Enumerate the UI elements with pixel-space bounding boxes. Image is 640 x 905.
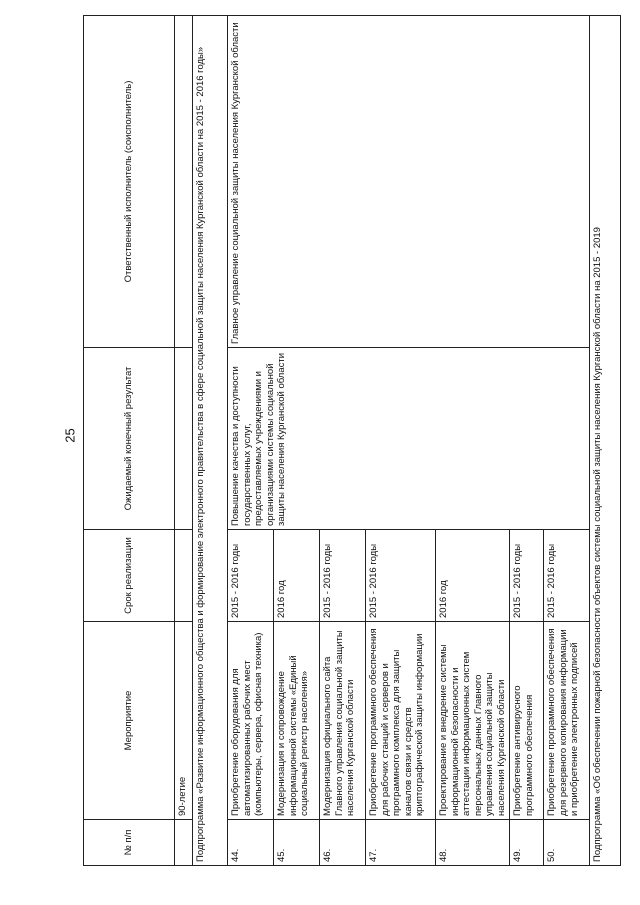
activities-table	[83, 15, 621, 866]
row-term: 2015 - 2016 годы	[228, 530, 274, 622]
header-activity: Мероприятие	[84, 622, 175, 820]
header-term: Срок реализации	[84, 530, 175, 622]
row-term: 2016 год	[436, 530, 510, 622]
continuation-row	[175, 16, 193, 866]
row-activity: Модернизация и сопровождение информационной системы «Единый социальный регистр населения»	[274, 622, 320, 820]
row-term: 2015 - 2016 годы	[320, 530, 366, 622]
row-num: 46.	[320, 820, 366, 866]
row-activity: Приобретение оборудования для автоматизированных рабочих мест (компьютеры, сервера, офисная техника)	[228, 622, 274, 820]
rotated-table-page	[83, 16, 603, 866]
row-activity: Приобретение программного обеспечения для резервного копирования информации и приобретение электронных подписей	[544, 622, 590, 820]
row-term: 2016 год	[274, 530, 320, 622]
table-row	[228, 16, 274, 866]
row-activity: Проектирование и внедрение системы информационной безопасности и аттестации информационных систем персональных данных Главного управления социальной защиты населения Курганской области	[436, 622, 510, 820]
row-num: 49.	[510, 820, 544, 866]
row-term: 2015 - 2016 годы	[366, 530, 436, 622]
section-title: Подпрограмма «Об обеспечении пожарной безопасности объектов системы социальной защиты населения Курганской области на 2015 - 2019	[590, 16, 621, 866]
header-executor: Ответственный исполнитель (соисполнитель)	[84, 16, 175, 348]
section-row	[590, 16, 621, 866]
shared-result: Повышение качества и доступности государственных услуг, предоставляемых учреждениями и организациями системы социальной защиты населения Курганской области	[228, 348, 590, 530]
table-header-row	[84, 16, 175, 866]
row-num: 44.	[228, 820, 274, 866]
section-title: Подпрограмма «Развитие информационного общества и формирование электронного правительства в сфере социальной защиты населения Курганской области на 2015 - 2016 годы»	[193, 16, 228, 866]
row-term: 2015 - 2016 годы	[510, 530, 544, 622]
row-activity: Модернизация официального сайта Главного управления социальной защиты населения Курганской области	[320, 622, 366, 820]
shared-executor: Главное управление социальной защиты населения Курганской области	[228, 16, 590, 348]
row-term: 2015 - 2016 годы	[544, 530, 590, 622]
page-number: 25	[62, 428, 78, 443]
row-num: 50.	[544, 820, 590, 866]
row-num: 45.	[274, 820, 320, 866]
row-num: 48.	[436, 820, 510, 866]
row-activity: Приобретение антивирусного программного обеспечения	[510, 622, 544, 820]
section-row	[193, 16, 228, 866]
row-num: 47.	[366, 820, 436, 866]
header-result: Ожидаемый конечный результат	[84, 348, 175, 530]
row-activity: Приобретение программного обеспечения для рабочих станций и серверов и программного комплекса для защиты каналов связи и средств криптографической защиты информации	[366, 622, 436, 820]
continuation-text: 90-летие	[175, 622, 193, 820]
header-num: № п/п	[84, 820, 175, 866]
